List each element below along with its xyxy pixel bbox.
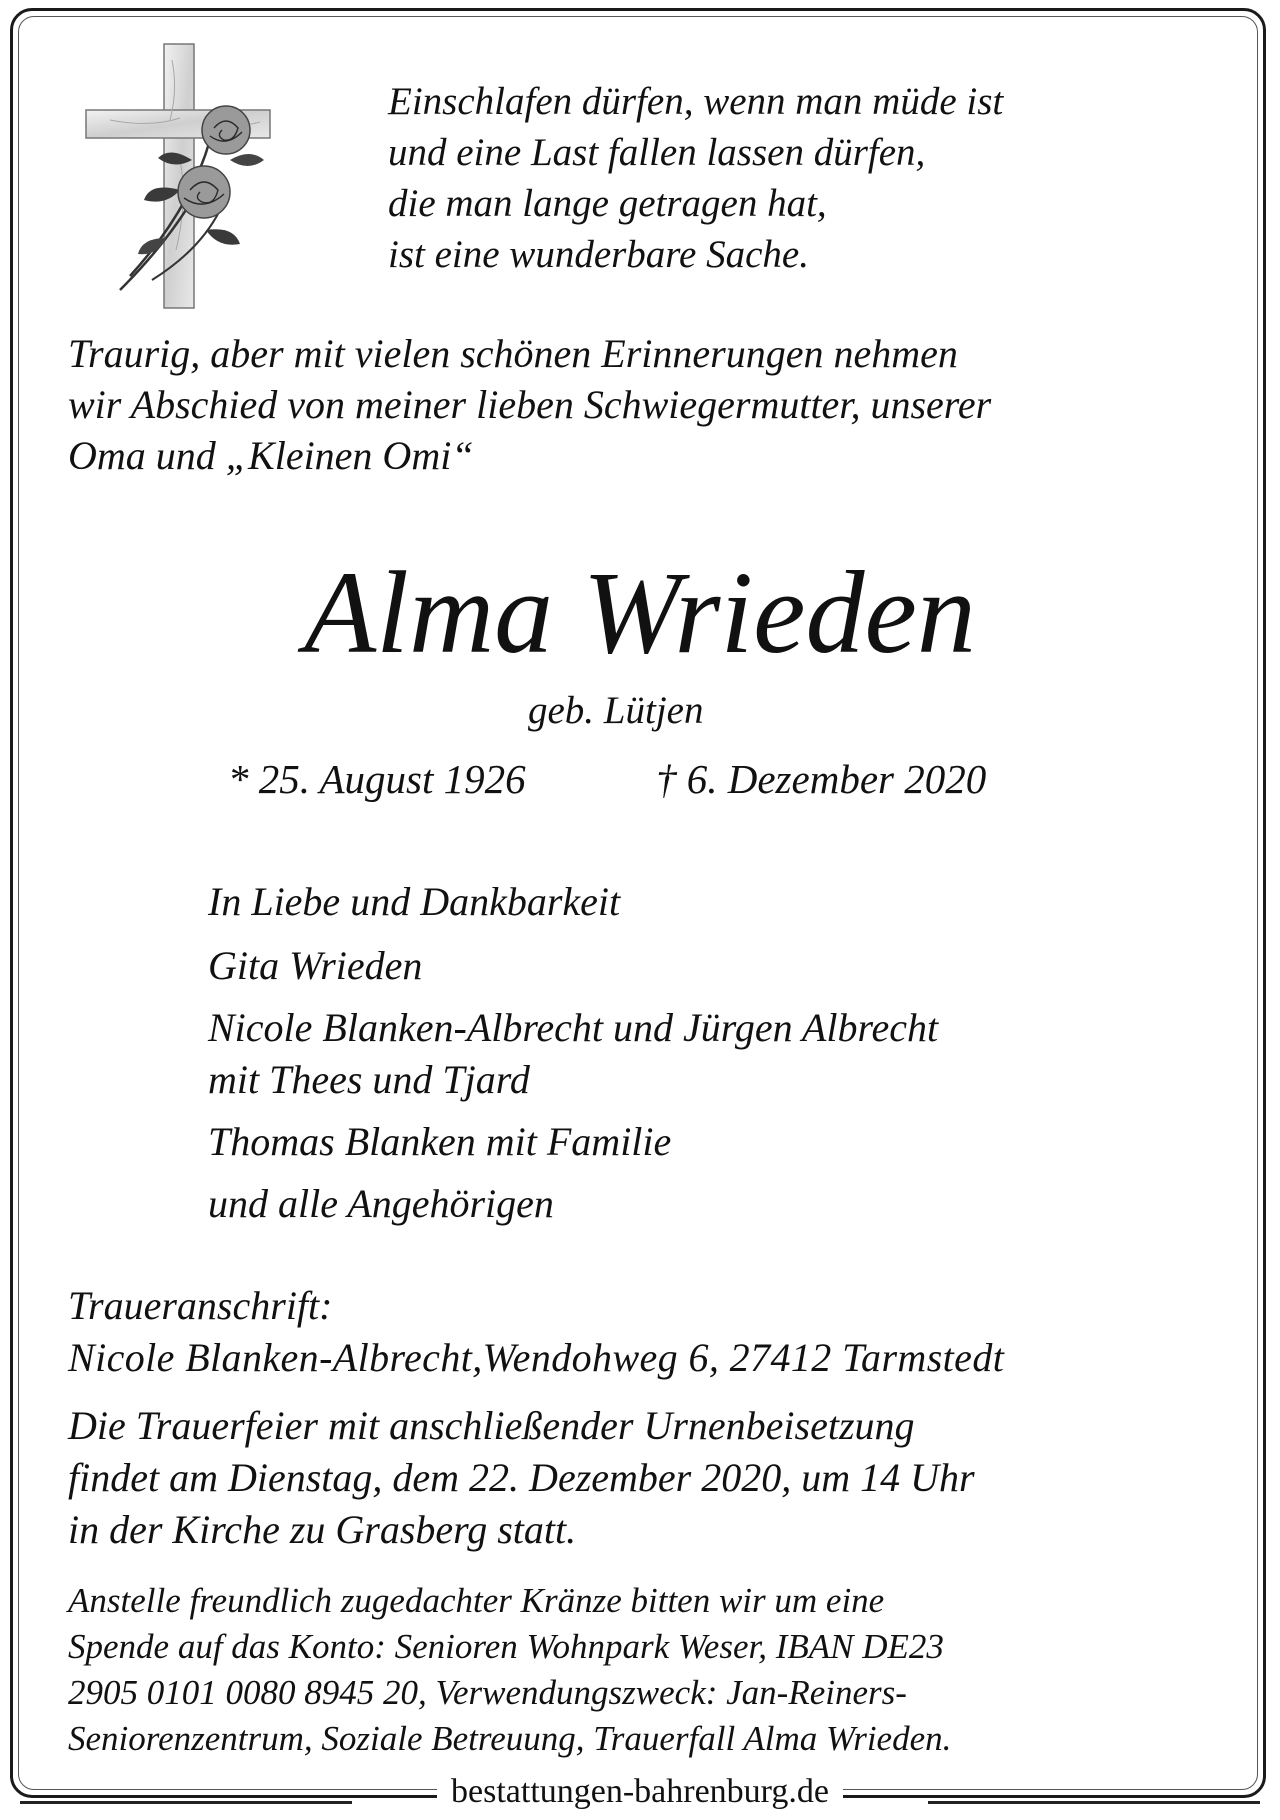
service-text	[68, 1400, 975, 1556]
cross-with-roses-icon	[80, 40, 280, 312]
address-heading: Traueranschrift:	[68, 1283, 333, 1328]
donation-text	[68, 1578, 951, 1762]
service-line: Die Trauerfeier mit anschließender Urnenbeisetzung	[68, 1403, 915, 1448]
donation-line: 2905 0101 0080 8945 20, Verwendungszweck: Jan-Reiners-	[68, 1673, 907, 1712]
death-date: † 6. Dezember 2020	[656, 756, 987, 802]
footer	[0, 1772, 1280, 1812]
family-line: Gita Wrieden	[208, 943, 423, 988]
poem-line: Einschlafen dürfen, wenn man müde ist	[388, 80, 1004, 123]
donation-line: Spende auf das Konto: Senioren Wohnpark Weser, IBAN DE23	[68, 1627, 944, 1666]
service-line: in der Kirche zu Grasberg statt.	[68, 1507, 577, 1552]
service-line: findet am Dienstag, dem 22. Dezember 2020, um 14 Uhr	[68, 1455, 975, 1500]
family-line: In Liebe und Dankbarkeit	[208, 879, 621, 924]
donation-line: Anstelle freundlich zugedachter Kränze bitten wir um eine	[68, 1581, 885, 1620]
intro-line: wir Abschied von meiner lieben Schwiegermutter, unserer	[68, 382, 992, 427]
poem-line: die man lange getragen hat,	[388, 182, 827, 225]
poem-line: ist eine wunderbare Sache.	[388, 233, 809, 276]
family-line: und alle Angehörigen	[208, 1181, 554, 1226]
birth-date: * 25. August 1926	[228, 756, 526, 802]
address-line: Nicole Blanken-Albrecht,Wendohweg 6, 27412 Tarmstedt	[68, 1335, 1005, 1380]
family-line: Nicole Blanken-Albrecht und Jürgen Albrecht	[208, 1005, 939, 1050]
family-line: Thomas Blanken mit Familie	[208, 1119, 672, 1164]
intro-line: Traurig, aber mit vielen schönen Erinnerungen nehmen	[68, 331, 958, 376]
footer-website: bestattungen-bahrenburg.de	[437, 1773, 843, 1810]
poem	[388, 76, 1003, 280]
intro-text	[68, 328, 991, 481]
donation-line: Seniorenzentrum, Soziale Betreuung, Trauerfall Alma Wrieden.	[68, 1719, 952, 1758]
family-line: mit Thees und Tjard	[208, 1057, 530, 1102]
born-name: geb. Lütjen	[528, 689, 704, 732]
poem-line: und eine Last fallen lassen dürfen,	[388, 131, 926, 174]
intro-line: Oma und „Kleinen Omi“	[68, 433, 474, 478]
deceased-name: Alma Wrieden	[304, 547, 976, 678]
